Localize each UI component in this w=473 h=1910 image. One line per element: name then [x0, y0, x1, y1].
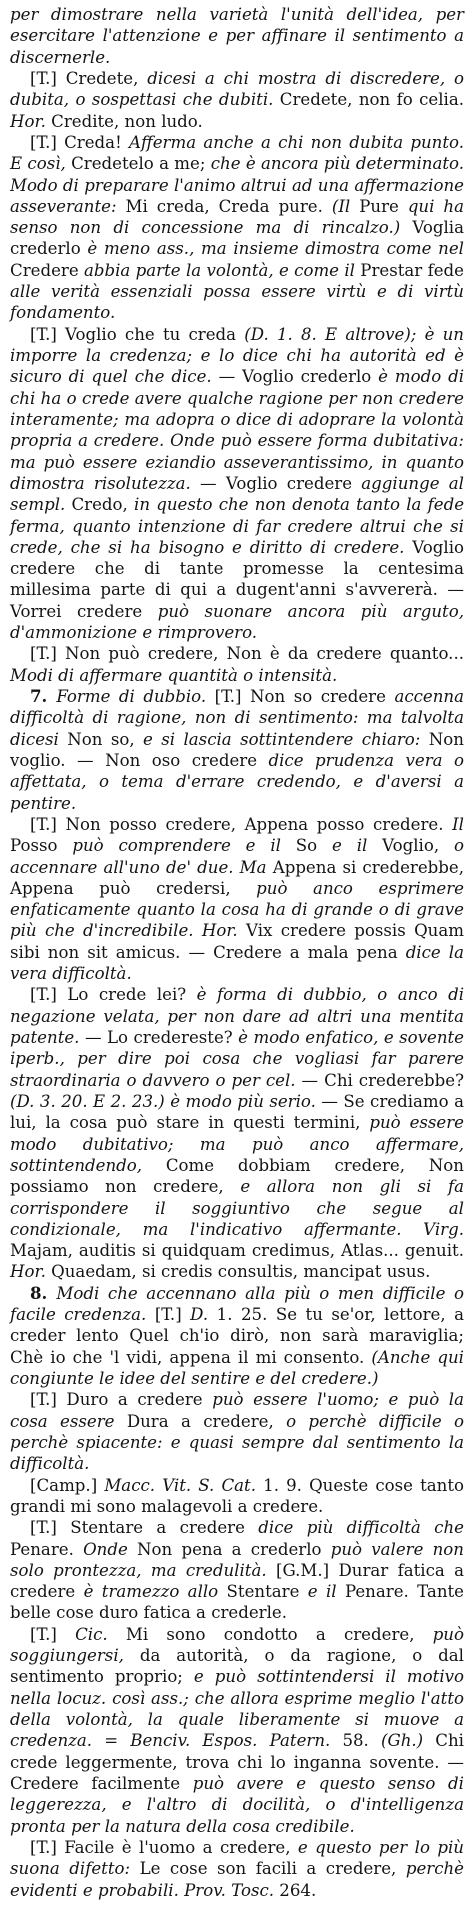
italic-text: e allora non gli si fa corrispondere il soggiuntivo che segue al condizionale, ma l'indicativo affermante. Virg.	[10, 1177, 464, 1239]
entry-paragraph	[10, 68, 464, 132]
roman-text: [T.] Non posso credere, Appena posso credere.	[30, 814, 453, 834]
entry-paragraph	[10, 1624, 464, 1837]
entry-paragraph	[10, 324, 464, 644]
roman-text: [T.] Creda!	[30, 132, 129, 152]
italic-text: e può sottintendersi il motivo nella locuz. così ass.; che allora esprime meglio l'atto della volontà, la quale liberamente si muove a credenza.	[10, 1667, 464, 1751]
roman-text: — Lo credereste?	[79, 1028, 239, 1047]
italic-text: e il	[332, 836, 368, 856]
roman-text: [Camp.]	[30, 1475, 105, 1495]
entry-paragraph	[10, 1837, 464, 1901]
roman-text: So	[280, 836, 333, 856]
italic-text: è meno ass., ma insieme dimostra come nel	[87, 239, 464, 259]
italic-text: può suonare ancora più arguto, d'ammonizione e rimprovero.	[10, 601, 464, 643]
roman-text: — Voglio credere	[190, 473, 362, 493]
roman-text: Penare.	[10, 1539, 84, 1559]
roman-text: 264.	[274, 1880, 317, 1900]
italic-text: (D. 1. 8. E altrove); è un imporre la credenza; e lo dice chi ha autorità ed è sicuro di quel che dice.	[10, 324, 464, 387]
italic-text: può avere e questo senso di leggerezza, e l'altro di docilità, o d'intelligenza pronta per la natura della cosa credibile.	[10, 1773, 464, 1836]
roman-text: Credete, non fo celia.	[273, 90, 464, 110]
roman-text: Come dobbiam credere, Non possiamo non credere,	[10, 1155, 464, 1197]
italic-text: aggiunge al sempl.	[10, 473, 464, 515]
roman-text: Le cose son facili a credere,	[130, 1859, 406, 1879]
entry-paragraph	[10, 814, 464, 985]
roman-text: Credetelo a me;	[65, 154, 211, 174]
italic-text: accenna difficoltà di ragione, non di sentimento: ma talvolta dicesi	[10, 687, 465, 749]
roman-text: Appena si crederebbe, Appena può credersi,	[10, 857, 464, 898]
entry-paragraph	[10, 4, 464, 68]
roman-text: [T.] Non so credere	[206, 687, 395, 706]
italic-text: alle verità essenziali possa essere virtù e di virtù fondamento.	[10, 282, 464, 323]
roman-text: Vix credere possis Quam sibi non sit amicus. — Credere a mala pena	[10, 921, 464, 962]
italic-text: (Il	[331, 196, 351, 216]
italic-text: Forme di dubbio.	[56, 687, 207, 706]
italic-text: (Anche qui congiunte le idee del sentire e del credere.)	[10, 1347, 464, 1388]
roman-text: [T.] Facile è l'uomo a credere,	[30, 1837, 298, 1857]
italic-text: Il	[452, 814, 464, 834]
italic-text: Hor.	[10, 111, 46, 131]
italic-text: è modo enfatico, e sovente iperb., per dire poi cosa che vogliasi far parere straordinaria o davvero o per cel.	[10, 1028, 464, 1090]
entry-paragraph	[10, 643, 464, 686]
italic-text: qui ha senso non di concessione ma di rincalzo.)	[10, 196, 464, 238]
roman-text: Mi sono condotto a credere,	[107, 1624, 433, 1644]
roman-text: Chi crede leggermente, trova chi lo inganna sovente. — Credere facilmente	[10, 1731, 464, 1793]
roman-text: Posso	[10, 836, 73, 856]
italic-text: può anco esprimere enfaticamente quanto la cosa ha di grande o di grave più che d'incredibile. Hor.	[10, 878, 464, 941]
roman-text: Stentare	[218, 1582, 308, 1602]
roman-text: Voglio,	[367, 836, 454, 856]
roman-text: [T.] Non può credere, Non è da credere quanto...	[30, 644, 464, 664]
roman-text: [T.] Duro a credere	[30, 1390, 213, 1410]
roman-text: Prestar fede	[354, 260, 464, 280]
italic-text: Onde	[83, 1539, 128, 1559]
italic-text: perchè evidenti e probabili. Prov. Tosc.	[10, 1859, 465, 1900]
roman-text: [T.]	[30, 1624, 76, 1644]
roman-text: 1. 25. Se tu se'or, lettore, a creder lento Quel ch'io dirò, non sarà maraviglia; Chè io che 'l vidi, appena il mi consento.	[10, 1305, 464, 1367]
italic-text: in questo che non denota tanto la fede ferma, quanto intenzione di far credere altrui che si crede, che si ha bisogno e diritto di credere.	[10, 495, 465, 557]
italic-text: Benciv. Espos. Patern.	[130, 1731, 331, 1751]
italic-text: Modi che accennano alla più o men difficile o facile credenza.	[10, 1283, 464, 1325]
roman-text: Mi creda, Creda pure.	[116, 196, 332, 216]
roman-text: Quaedam, si credis consultis, mancipat usus.	[45, 1262, 431, 1282]
roman-text: Majam, auditis si quidquam credimus, Atlas... genuit.	[10, 1241, 464, 1261]
italic-text: Macc. Vit. S. Cat.	[104, 1475, 256, 1495]
italic-text: abbia parte la volontà, e come il	[83, 260, 355, 280]
italic-text: dicesi a chi mostra di discredere, o dubita, o sospettasi che dubiti.	[10, 68, 464, 110]
italic-text: è tramezzo allo	[83, 1582, 219, 1602]
italic-text: Afferma anche a chi non dubita punto. E così,	[10, 132, 464, 174]
roman-text: Credo,	[65, 495, 135, 515]
italic-text: dice più difficoltà che	[258, 1518, 464, 1538]
roman-text: [T.] Voglio che tu creda	[30, 324, 245, 344]
italic-text: D.	[190, 1305, 209, 1325]
italic-text: può essere l'uomo; e può la cosa essere	[10, 1390, 465, 1431]
roman-text: Non pena a crederlo	[127, 1539, 331, 1559]
italic-text: (Gh.)	[380, 1731, 424, 1751]
entry-paragraph	[10, 1389, 464, 1474]
italic-text: Hor.	[10, 1262, 46, 1282]
section-number: 8.	[30, 1282, 57, 1303]
roman-text: Voglio credere che di tante promesse la centesima millesima parte di qui a dugent'anni s'avvererà. — Vorrei credere	[10, 537, 464, 621]
roman-text: Credere	[10, 260, 84, 280]
italic-text: Modi di affermare quantità o intensità.	[10, 665, 338, 685]
italic-text: può comprendere e il	[72, 836, 281, 856]
roman-text: Credite, non ludo.	[45, 111, 203, 131]
roman-text: Penare. Tante belle cose duro fatica a crederle.	[10, 1582, 464, 1623]
italic-text: per dimostrare nella varietà l'unità dell'idea, per esercitare l'attenzione e per affinare il sentimento a discernerle.	[10, 5, 464, 67]
roman-text: Voglia crederlo	[10, 218, 464, 259]
italic-text: è modo di chi ha o crede avere qualche ragione per non credere interamente; ma adopra o dice di adoprare la volontà propria a credere. Onde può essere forma dubitativa: ma può essere eziandio asseverantissimo, in quanto dimostra risolutezza.	[10, 367, 464, 493]
roman-text: Pure	[350, 196, 408, 216]
entry-paragraph	[10, 1475, 464, 1518]
italic-text: (D. 3. 20. E 2. 23.) è modo più serio.	[10, 1091, 316, 1111]
roman-text: [G.M.] Durar fatica a credere	[10, 1560, 464, 1602]
roman-text: =	[92, 1731, 131, 1751]
italic-text: o perchè difficile o perchè spiacente: e quasi sempre dal sentimento la difficoltà.	[10, 1411, 464, 1474]
roman-text: Non so,	[58, 729, 144, 749]
italic-text: e il	[307, 1582, 337, 1602]
italic-text: e questo per lo più suona difetto:	[10, 1837, 464, 1879]
italic-text: può essere modo dubitativo; ma può anco affermare, sottintendendo,	[10, 1113, 464, 1175]
italic-text: o accennare all'uno de' due. Ma	[10, 836, 464, 877]
roman-text: [T.]	[146, 1305, 191, 1325]
entry-paragraph	[10, 984, 464, 1282]
italic-text: è forma di dubbio, o anco di negazione velata, per non dare ad altri una mentita patente.	[10, 985, 465, 1047]
roman-text: [T.] Credete,	[30, 68, 148, 88]
italic-text: può soggiungersi,	[10, 1624, 464, 1666]
roman-text: Non voglio. — Non oso credere	[10, 729, 464, 770]
italic-text: e si lascia sottintendere chiaro:	[143, 729, 421, 749]
section-number: 7.	[30, 686, 57, 706]
entry-paragraph	[10, 1517, 464, 1624]
italic-text: che è ancora più determinato. Modo di preparare l'animo altrui ad una affermazione asseverante:	[10, 154, 464, 216]
roman-text: 1. 9. Queste cose tanto grandi mi sono malagevoli a credere.	[10, 1475, 464, 1516]
roman-text: [T.] Stentare a credere	[30, 1518, 259, 1538]
roman-text: — Voglio crederlo	[211, 367, 379, 387]
roman-text: Dura a credere,	[114, 1411, 287, 1431]
roman-text: — Se crediamo a lui, la cosa può stare in questi termini,	[10, 1091, 464, 1133]
roman-text: — Chi crederebbe?	[295, 1070, 464, 1090]
roman-text: da autorità, o da ragione, o dal sentimento proprio;	[10, 1646, 464, 1687]
roman-text: 58.	[330, 1731, 381, 1751]
entry-paragraph	[10, 132, 464, 324]
entry-paragraph	[10, 686, 464, 814]
italic-text: può valere non solo prontezza, ma credulità.	[10, 1539, 464, 1580]
italic-text: dice la vera difficoltà.	[10, 942, 464, 984]
entry-paragraph	[10, 1283, 464, 1390]
italic-text: dice prudenza vera o affettata, o tema d'errare credendo, e d'aversi a pentire.	[10, 750, 464, 813]
italic-text: Cic.	[75, 1624, 108, 1644]
roman-text: [T.] Lo crede lei?	[30, 985, 197, 1005]
